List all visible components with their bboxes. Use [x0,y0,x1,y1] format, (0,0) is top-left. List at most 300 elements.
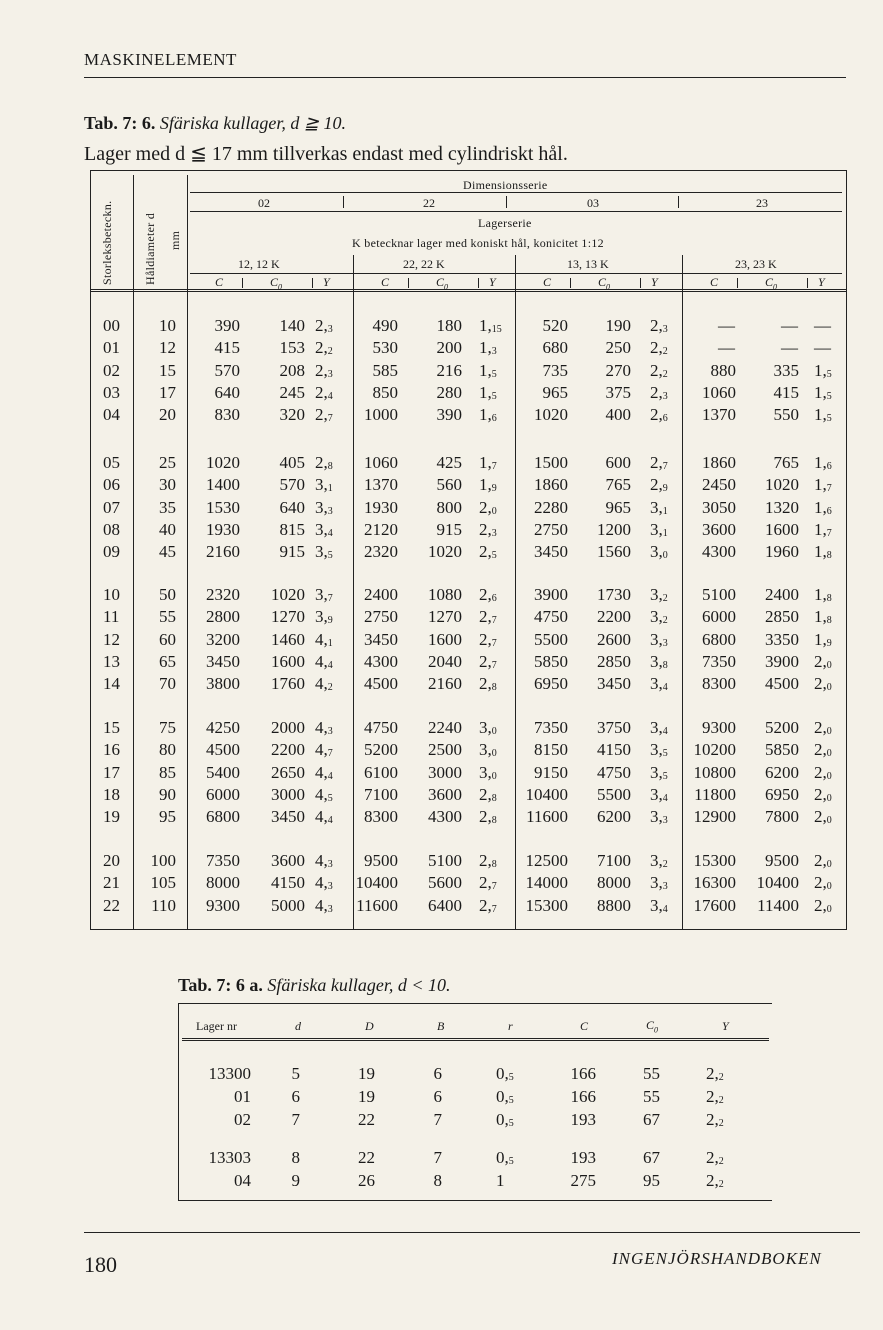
t1-y-value: $4,_4$ [315,807,333,827]
table2-cond: d < 10. [397,975,451,995]
t1-c-value: 1060 [702,382,736,402]
t1-y-value: $3,_1$ [650,519,668,539]
t1-c0-value: 2400 [765,585,799,604]
t1-hal: 80 [159,740,176,760]
t1-c-value: 12500 [525,851,568,870]
t1-c0-value: 5850 [765,740,799,760]
t1-c0-value: 3350 [765,629,799,649]
t1-hal: 85 [159,762,176,782]
t2-hdr-7: Y [722,1019,729,1033]
t1-y-value: $2,_8$ [479,674,497,694]
t1-hal: 100 [150,851,176,870]
t1-c0-value: 2040 [428,651,462,671]
t2-D: 22 [358,1110,375,1129]
t1-hdr-c0: $C_0$ [270,275,283,292]
running-header: MASKINELEMENT [84,50,237,69]
t1-c0-value: 1020 [428,542,462,562]
t1-hdr-c0: $C_0$ [436,275,449,292]
t1-vline-hal [187,175,188,929]
t1-c0-value: 1460 [271,629,305,649]
t1-c-value: 1530 [206,497,240,517]
t1-storleks: 10 [103,585,120,604]
t1-c-value: 5400 [206,762,240,782]
t1-storleks: 00 [103,316,120,335]
t1-vline-22-03 [515,255,516,929]
t1-c-value: 490 [372,316,398,335]
t2-B: 8 [433,1171,442,1190]
t1-y-value: $2,_6$ [650,405,668,425]
t1-y-value: $2,_7$ [479,873,497,893]
t1-hdr-sep [640,278,641,288]
t1-top-rule [90,170,846,171]
t1-c-value: 1020 [206,453,240,472]
t1-vline-storleks [133,175,134,929]
t1-hal: 20 [159,405,176,425]
t1-y-value: $2,_7$ [479,607,497,627]
t1-c0-value: 815 [279,519,305,539]
t1-hdr-y: Y [651,275,658,289]
t2-hdr-3: B [437,1019,445,1033]
t2-C0: 67 [643,1110,660,1129]
t1-y-value: $1,_5$ [814,382,832,402]
table1-label: Tab. 7: 6. [84,113,156,133]
t1-y-value: $2,_3$ [650,316,668,335]
t2-C: 275 [570,1171,596,1190]
t2-lager-nr: 01 [234,1087,251,1106]
t1-c-value: 15300 [693,851,736,870]
t1-storleks: 17 [103,762,120,782]
t1-c0-value: 400 [605,405,631,425]
t1-c0-value: 1600 [428,629,462,649]
t1-y-value: $3,_2$ [650,607,668,627]
t1-c0-value: 10400 [756,873,799,893]
t1-c0-value: 2500 [428,740,462,760]
t1-dim-03: 03 [587,196,599,210]
t1-c0-value: 1600 [271,651,305,671]
t1-c-value: 3450 [364,629,398,649]
t1-c0-value: 245 [279,382,305,402]
t1-storleks: 20 [103,851,120,870]
t2-r: $0,_5$ [496,1064,514,1083]
t1-c0-value: 915 [279,542,305,562]
t1-hal: 30 [159,475,176,495]
t1-c0-value: 1760 [271,674,305,694]
t1-c-value: 1930 [206,519,240,539]
t1-hdr-c: C [543,275,552,289]
t1-y-value: $2,_0$ [479,497,497,517]
t1-c-value: 8300 [702,674,736,694]
t1-c0-value: 320 [279,405,305,425]
t1-c-value: 1370 [364,475,398,495]
t1-hal: 10 [159,316,176,335]
t1-y-value: $3,_3$ [315,497,333,517]
t1-c0-value: 1600 [765,519,799,539]
t1-c-value: 6950 [534,674,568,694]
t2-Y: $2,_2$ [706,1064,724,1083]
t1-y-value: $2,_0$ [814,807,832,827]
t1-hdr-sep [408,278,409,288]
t1-y-value: $4,_3$ [315,851,333,870]
t1-dash: — [781,338,798,358]
t1-c-value: 10400 [355,873,398,893]
t1-y-value: $1,_8$ [814,585,832,604]
t1-c-value: 11800 [694,784,736,804]
t1-c0-value: 3600 [271,851,305,870]
t1-y-value: $1,_6$ [814,497,832,517]
t1-c0-value: 4150 [597,740,631,760]
t1-y-value: $2,_0$ [814,674,832,694]
t1-storleks: 16 [103,740,120,760]
t1-right-rule [846,170,847,930]
t1-col-storleks: Storleksbeteckn. [100,200,114,285]
t1-y-value: $3,_5$ [315,542,333,562]
t1-hal: 95 [159,807,176,827]
t1-series-0: 12, 12 K [238,257,280,271]
t1-hdr-y: Y [323,275,330,289]
t1-dash: — [718,338,735,358]
t1-y-value: $2,_3$ [650,382,668,402]
t2-B: 7 [433,1148,442,1167]
t1-c-value: 735 [542,360,568,380]
t1-y-value: $2,_5$ [479,542,497,562]
t1-y-value: $2,_3$ [479,519,497,539]
t1-hal: 75 [159,718,176,737]
t1-storleks: 04 [103,405,120,425]
t1-c-value: 8000 [206,873,240,893]
t2-r: $0,_5$ [496,1087,514,1106]
t1-c-value: 10400 [525,784,568,804]
t1-hdr-c: C [215,275,224,289]
t1-c0-value: 6950 [765,784,799,804]
t1-c0-value: 8000 [597,873,631,893]
t1-c0-value: 3450 [597,674,631,694]
t1-hdr-c: C [381,275,390,289]
t1-hal: 70 [159,674,176,694]
t1-c0-value: 1960 [765,542,799,562]
t2-C0: 95 [643,1171,660,1190]
t1-storleks: 19 [103,807,120,827]
t1-c-value: 6000 [206,784,240,804]
t1-c0-value: 915 [436,519,462,539]
t1-storleks: 07 [103,497,120,517]
t1-c-value: 10800 [693,762,736,782]
t2-hdr-4: r [508,1019,513,1033]
t1-c-value: 390 [214,316,240,335]
t1-c-value: 4300 [702,542,736,562]
t1-y-value: $2,_2$ [315,338,333,358]
t1-c0-value: 140 [279,316,305,335]
t1-c-value: 2400 [364,585,398,604]
t1-c-value: 6800 [702,629,736,649]
t1-y-value: $2,_7$ [479,629,497,649]
t2-lager-nr: 13303 [208,1148,251,1167]
t1-series-1: 22, 22 K [403,257,445,271]
t1-y-value: $1,_7$ [479,453,497,472]
t1-c-value: 11600 [356,895,398,915]
t1-c0-value: 765 [773,453,799,472]
t1-y-value: $2,_8$ [479,784,497,804]
t1-y-value: $3,_5$ [650,740,668,760]
t1-c-value: 7350 [206,851,240,870]
t1-c0-value: 800 [436,497,462,517]
t1-hdr-sep [478,278,479,288]
t1-y-value: $1,_9$ [479,475,497,495]
t1-c-value: 3900 [534,585,568,604]
t1-storleks: 08 [103,519,120,539]
t1-vline-03-23 [682,255,683,929]
t1-c0-value: 153 [279,338,305,358]
t1-c-value: 8150 [534,740,568,760]
t1-c-value: 585 [372,360,398,380]
t1-hal: 12 [159,338,176,358]
t1-c-value: 7350 [534,718,568,737]
t1-c0-value: 4500 [765,674,799,694]
t1-c-value: 850 [372,382,398,402]
table2-title: Sfäriska kullager, [267,975,394,995]
t1-c0-value: 270 [605,360,631,380]
t2-left-rule [178,1003,179,1200]
t1-storleks: 15 [103,718,120,737]
t1-c-value: 2160 [206,542,240,562]
t1-c-value: 1370 [702,405,736,425]
t1-storleks: 09 [103,542,120,562]
t1-c0-value: 3900 [765,651,799,671]
t1-hdr-sep [737,278,738,288]
t1-y-value: $1,_8$ [814,542,832,562]
t1-c0-value: 3000 [428,762,462,782]
t1-c-value: 3450 [534,542,568,562]
t1-hdr-sep [242,278,243,288]
t1-y-value: $1,_8$ [814,607,832,627]
t2-d: 7 [291,1110,300,1129]
t1-c-value: 9500 [364,851,398,870]
t1-c-value: 7100 [364,784,398,804]
t1-storleks: 21 [103,873,120,893]
t1-dash: — [718,316,735,335]
t1-y-value: $3,_1$ [650,497,668,517]
t1-c-value: 9300 [702,718,736,737]
t1-y-value: $2,_8$ [479,807,497,827]
t1-y-value: $4,_3$ [315,895,333,915]
t1-y-value: $3,_4$ [650,784,668,804]
t2-C0: 55 [643,1064,660,1083]
t1-y-value: $3,_0$ [479,740,497,760]
t1-c0-value: 3750 [597,718,631,737]
t1-c0-value: 415 [773,382,799,402]
t1-y-value: $3,_4$ [650,718,668,737]
t1-c0-value: 6200 [765,762,799,782]
t2-C: 193 [570,1148,596,1167]
t1-c0-value: 9500 [765,851,799,870]
t1-c0-value: 190 [605,316,631,335]
t1-c-value: 1000 [364,405,398,425]
t1-hal: 15 [159,360,176,380]
t1-c0-value: 4300 [428,807,462,827]
t2-lager-nr: 13300 [208,1064,251,1083]
t1-y-value: $4,_7$ [315,740,333,760]
t1-c-value: 2750 [534,519,568,539]
t1-c0-value: 1080 [428,585,462,604]
t1-dim-02: 02 [258,196,270,210]
t1-left-rule [90,170,91,930]
t1-y-value: $3,_3$ [650,807,668,827]
t1-c0-value: 600 [605,453,631,472]
t2-d: 6 [291,1087,300,1106]
table2-caption [178,975,451,996]
t1-c-value: 680 [542,338,568,358]
t1-c-value: 4500 [364,674,398,694]
t1-c-value: 570 [214,360,240,380]
page-number: 180 [84,1252,117,1277]
t1-y-value: $2,_2$ [650,360,668,380]
t1-y-value: $3,_2$ [650,585,668,604]
t1-y-value: $3,_1$ [315,475,333,495]
t1-hdr-sep [312,278,313,288]
t1-c-value: 1020 [534,405,568,425]
t2-bottom-rule [178,1200,772,1201]
t1-c-value: 4500 [206,740,240,760]
t1-c-value: 4300 [364,651,398,671]
t1-hal: 17 [159,382,176,402]
t1-hal: 40 [159,519,176,539]
t1-c-value: 5100 [702,585,736,604]
t1-hdr-c0: $C_0$ [765,275,778,292]
t1-c-value: 880 [710,360,736,380]
t1-header-bottom-rule-2 [90,291,846,292]
t1-c-value: 9150 [534,762,568,782]
t2-lager-nr: 02 [234,1110,251,1129]
t1-c-value: 10200 [693,740,736,760]
t1-c0-value: 2650 [271,762,305,782]
t1-c0-value: 2240 [428,718,462,737]
t1-y-value: $2,_0$ [814,784,832,804]
t1-c0-value: 6400 [428,895,462,915]
t1-c0-value: 2850 [765,607,799,627]
t1-y-value: $2,_7$ [479,895,497,915]
t1-hdr-y: Y [489,275,496,289]
t1-c0-value: 1320 [765,497,799,517]
t1-series-2: 13, 13 K [567,257,609,271]
t1-c0-value: 5500 [597,784,631,804]
t1-c-value: 11600 [526,807,568,827]
header-rule [84,77,846,78]
t1-hal: 25 [159,453,176,472]
t1-c-value: 6100 [364,762,398,782]
t1-c-value: 2750 [364,607,398,627]
t1-c0-value: 280 [436,382,462,402]
t1-c0-value: 550 [773,405,799,425]
t1-storleks: 12 [103,629,120,649]
t1-y-value: $4,_1$ [315,629,333,649]
t1-y-value: $3,_7$ [315,585,333,604]
t1-y-value: $2,_7$ [315,405,333,425]
t1-dim-sep [343,196,344,208]
t1-y-value: $3,_2$ [650,851,668,870]
t1-c0-value: 208 [279,360,305,380]
t1-hal: 60 [159,629,176,649]
t1-y-value: $1,_5$ [814,405,832,425]
table1-title: Sfäriska kullager, [159,113,286,133]
t1-vline-02-22 [353,255,354,929]
t1-c0-value: 560 [436,475,462,495]
t1-y-value: $3,_3$ [650,873,668,893]
t1-c0-value: 3000 [271,784,305,804]
t1-c0-value: 425 [436,453,462,472]
t1-y-value: $3,_3$ [650,629,668,649]
t1-storleks: 22 [103,895,120,915]
t1-c0-value: 1730 [597,585,631,604]
t1-hdr-y: Y [818,275,825,289]
t1-series-3: 23, 23 K [735,257,777,271]
t1-dash: — [814,316,831,335]
t1-lagerserie: Lagerserie [478,216,532,230]
t1-hal: 35 [159,497,176,517]
t1-y-value: $3,_5$ [650,762,668,782]
t2-header-rule [182,1038,769,1039]
t1-y-value: $2,_6$ [479,585,497,604]
t1-series-rule [190,273,842,274]
t1-c-value: 830 [214,405,240,425]
t1-c-value: 14000 [525,873,568,893]
t1-storleks: 05 [103,453,120,472]
t1-y-value: $3,_0$ [479,762,497,782]
t2-C0: 55 [643,1087,660,1106]
t1-c-value: 4250 [206,718,240,737]
t1-hal: 45 [159,542,176,562]
t1-y-value: $2,_3$ [315,360,333,380]
t1-c-value: 2450 [702,475,736,495]
t1-y-value: $4,_4$ [315,762,333,782]
t1-c0-value: 11400 [757,895,799,915]
t1-c-value: 520 [542,316,568,335]
t1-y-value: $1,_{15}$ [479,316,502,335]
t1-hal: 55 [159,607,176,627]
t1-y-value: $1,_9$ [814,629,832,649]
t2-top-rule [178,1003,772,1004]
t1-c-value: 1500 [534,453,568,472]
t1-y-value: $3,_0$ [479,718,497,737]
t2-B: 7 [433,1110,442,1129]
t1-dim-23: 23 [756,196,768,210]
t1-c-value: 5200 [364,740,398,760]
t2-B: 6 [433,1087,442,1106]
t1-c-value: 2320 [364,542,398,562]
t1-c0-value: 5100 [428,851,462,870]
t1-c-value: 16300 [693,873,736,893]
t1-c0-value: 1020 [765,475,799,495]
t1-c-value: 15300 [525,895,568,915]
t1-c-value: 17600 [693,895,736,915]
t2-d: 8 [291,1148,300,1167]
t1-y-value: $1,_7$ [814,475,832,495]
t1-c0-value: 8800 [597,895,631,915]
t2-D: 22 [358,1148,375,1167]
t1-c-value: 1400 [206,475,240,495]
t1-c0-value: 1270 [271,607,305,627]
t1-y-value: $1,_5$ [479,382,497,402]
t1-y-value: $2,_2$ [650,338,668,358]
t1-konisk: K betecknar lager med koniskt hål, konicitet 1:12 [352,236,604,250]
t1-c0-value: 965 [605,497,631,517]
t1-c0-value: 1560 [597,542,631,562]
t2-C: 193 [570,1110,596,1129]
t1-y-value: $4,_5$ [315,784,333,804]
footer-rule [84,1232,860,1233]
t1-c-value: 2800 [206,607,240,627]
t2-r: $0,_5$ [496,1110,514,1129]
t1-y-value: $2,_7$ [479,651,497,671]
t2-Y: $2,_2$ [706,1171,724,1190]
